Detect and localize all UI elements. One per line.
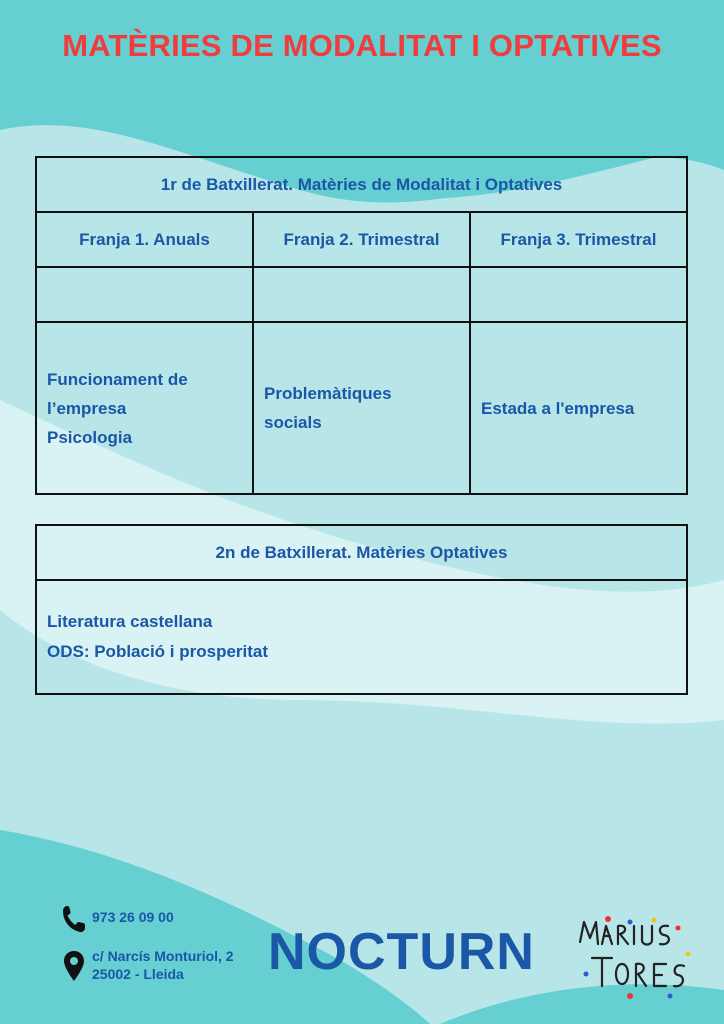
marius-torres-logo xyxy=(574,914,694,1004)
page-title: MATÈRIES DE MODALITAT I OPTATIVES xyxy=(62,28,662,63)
subject-line: Psicologia xyxy=(47,427,133,447)
phone-number: 973 26 09 00 xyxy=(92,909,174,925)
first-year-heading: 1r de Batxillerat. Matèries de Modalitat i Optatives xyxy=(36,157,687,212)
subject-line: l’empresa xyxy=(47,398,127,418)
franja-2-subjects xyxy=(253,322,470,494)
subject-line: Literatura castellana xyxy=(47,612,213,631)
second-year-table xyxy=(35,524,688,695)
franja-3-subjects xyxy=(470,322,687,494)
location-pin-icon xyxy=(62,950,86,982)
empty-cell xyxy=(470,267,687,322)
address-line-1: c/ Narcís Monturiol, 2 xyxy=(92,948,234,964)
second-year-heading: 2n de Batxillerat. Matèries Optatives xyxy=(36,525,687,580)
subject-line: Funcionament de xyxy=(47,369,188,389)
address-line-2: 25002 - Lleida xyxy=(92,966,184,982)
subject-line: socials xyxy=(264,413,322,432)
subject-line: ODS: Població i prosperitat xyxy=(47,642,269,661)
program-name: NOCTURN xyxy=(268,923,535,981)
franja-1-subjects xyxy=(36,322,253,494)
subject-line: Problemàtiques xyxy=(264,384,392,403)
column-header-franja-2: Franja 2. Trimestral xyxy=(253,212,470,267)
second-year-subjects xyxy=(36,580,687,694)
first-year-table xyxy=(35,156,688,495)
column-header-franja-1: Franja 1. Anuals xyxy=(36,212,253,267)
phone-icon xyxy=(62,905,86,933)
empty-cell xyxy=(36,267,253,322)
empty-cell xyxy=(253,267,470,322)
subject-line: Estada a l'empresa xyxy=(481,398,635,418)
column-header-franja-3: Franja 3. Trimestral xyxy=(470,212,687,267)
